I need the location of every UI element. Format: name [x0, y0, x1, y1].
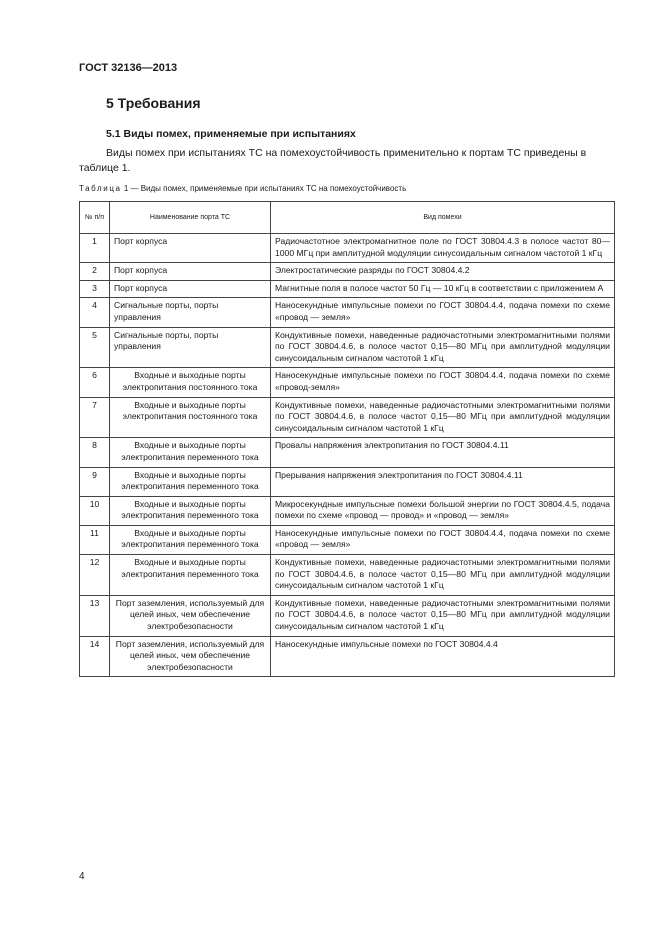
table-body — [80, 234, 615, 677]
interference-type-cell: Провалы напряжения электропитания по ГОСТ 30804.4.11 — [271, 438, 615, 467]
row-number-cell: 4 — [80, 298, 110, 327]
interference-types-table — [79, 201, 615, 677]
port-name-cell: Входные и выходные порты электропитания переменного тока — [110, 555, 271, 596]
table-row — [80, 397, 615, 438]
column-header-number: № п/п — [80, 202, 110, 234]
page-number: 4 — [79, 871, 85, 882]
column-header-port: Наименование порта ТС — [110, 202, 271, 234]
interference-type-cell: Магнитные поля в полосе частот 50 Гц — 10 кГц в соответствии с приложением А — [271, 280, 615, 298]
row-number-cell: 3 — [80, 280, 110, 298]
interference-type-cell: Электростатические разряды по ГОСТ 30804.4.2 — [271, 263, 615, 281]
port-name-cell: Порт корпуса — [110, 234, 271, 263]
subsection-title: 5.1 Виды помех, применяемые при испытаниях — [106, 128, 356, 140]
port-name-cell: Порт заземления, используемый для целей иных, чем обеспечение электробезопасности — [110, 636, 271, 677]
column-header-interference-type: Вид помехи — [271, 202, 615, 234]
row-number-cell: 13 — [80, 595, 110, 636]
table-row — [80, 525, 615, 554]
table-row — [80, 234, 615, 263]
row-number-cell: 9 — [80, 467, 110, 496]
row-number-cell: 7 — [80, 397, 110, 438]
table-caption — [79, 184, 619, 193]
table-row — [80, 368, 615, 397]
interference-type-cell: Наносекундные импульсные помехи по ГОСТ 30804.4.4, подача помехи по схеме «провод — земля» — [271, 525, 615, 554]
interference-type-cell: Прерывания напряжения электропитания по ГОСТ 30804.4.11 — [271, 467, 615, 496]
table-row — [80, 496, 615, 525]
table-row — [80, 263, 615, 281]
interference-type-cell: Кондуктивные помехи, наведенные радиочастотными электромагнитными полями по ГОСТ 30804.4.6, в полосе частот 0,15—80 МГц при амплитудной модуляции синусоидальным сигналом частотой 1 кГц — [271, 555, 615, 596]
table-row — [80, 327, 615, 368]
port-name-cell: Порт корпуса — [110, 280, 271, 298]
table-row — [80, 636, 615, 677]
document-code: ГОСТ 32136—2013 — [79, 62, 178, 74]
interference-type-cell: Наносекундные импульсные помехи по ГОСТ 30804.4.4, подача помехи по схеме «провод — земля» — [271, 298, 615, 327]
table-row — [80, 467, 615, 496]
row-number-cell: 11 — [80, 525, 110, 554]
row-number-cell: 8 — [80, 438, 110, 467]
section-title: 5 Требования — [106, 95, 201, 111]
row-number-cell: 2 — [80, 263, 110, 281]
row-number-cell: 12 — [80, 555, 110, 596]
row-number-cell: 6 — [80, 368, 110, 397]
port-name-cell: Входные и выходные порты электропитания переменного тока — [110, 438, 271, 467]
port-name-cell: Входные и выходные порты электропитания постоянного тока — [110, 397, 271, 438]
port-name-cell: Входные и выходные порты электропитания постоянного тока — [110, 368, 271, 397]
interference-type-cell: Кондуктивные помехи, наведенные радиочастотными электромагнитными полями по ГОСТ 30804.4.6, в полосе частот 0,15—80 МГц при амплитудной модуляции синусоидальным сигналом частотой 1 кГц — [271, 595, 615, 636]
row-number-cell: 5 — [80, 327, 110, 368]
table-header-row — [80, 202, 615, 234]
table-row — [80, 298, 615, 327]
table-row — [80, 280, 615, 298]
table-caption-prefix: Таблица — [79, 184, 122, 193]
port-name-cell: Входные и выходные порты электропитания переменного тока — [110, 496, 271, 525]
port-name-cell: Сигнальные порты, порты управления — [110, 327, 271, 368]
row-number-cell: 14 — [80, 636, 110, 677]
port-name-cell: Входные и выходные порты электропитания переменного тока — [110, 467, 271, 496]
table-row — [80, 438, 615, 467]
port-name-cell: Порт заземления, используемый для целей иных, чем обеспечение электробезопасности — [110, 595, 271, 636]
interference-type-cell: Кондуктивные помехи, наведенные радиочастотными электромагнитными полями по ГОСТ 30804.4.6, в полосе частот 0,15—80 МГц при амплитудной модуляции синусоидальным сигналом частотой 1 кГц — [271, 397, 615, 438]
port-name-cell: Порт корпуса — [110, 263, 271, 281]
interference-type-cell: Микросекундные импульсные помехи большой энергии по ГОСТ 30804.4.5, подача помехи по схеме «провод — провод» и «провод — земля» — [271, 496, 615, 525]
interference-type-cell: Кондуктивные помехи, наведенные радиочастотными электромагнитными полями по ГОСТ 30804.4.6, в полосе частот 0,15—80 МГц при амплитудной модуляции синусоидальным сигналом частотой 1 кГц — [271, 327, 615, 368]
table-row — [80, 595, 615, 636]
row-number-cell: 10 — [80, 496, 110, 525]
port-name-cell: Сигнальные порты, порты управления — [110, 298, 271, 327]
interference-type-cell: Наносекундные импульсные помехи по ГОСТ 30804.4.4, подача помехи по схеме «провод-земля» — [271, 368, 615, 397]
port-name-cell: Входные и выходные порты электропитания переменного тока — [110, 525, 271, 554]
table-caption-text: 1 — Виды помех, применяемые при испытаниях ТС на помехоустойчивость — [123, 184, 407, 193]
interference-type-cell: Радиочастотное электромагнитное поле по ГОСТ 30804.4.3 в полосе частот 80—1000 МГц при амплитудной модуляции синусоидальным сигналом частотой 1 кГц — [271, 234, 615, 263]
intro-paragraph: Виды помех при испытаниях ТС на помехоустойчивость применительно к портам ТС приведены в таблице 1. — [79, 147, 587, 174]
table-row — [80, 555, 615, 596]
row-number-cell: 1 — [80, 234, 110, 263]
interference-type-cell: Наносекундные импульсные помехи по ГОСТ 30804.4.4 — [271, 636, 615, 677]
